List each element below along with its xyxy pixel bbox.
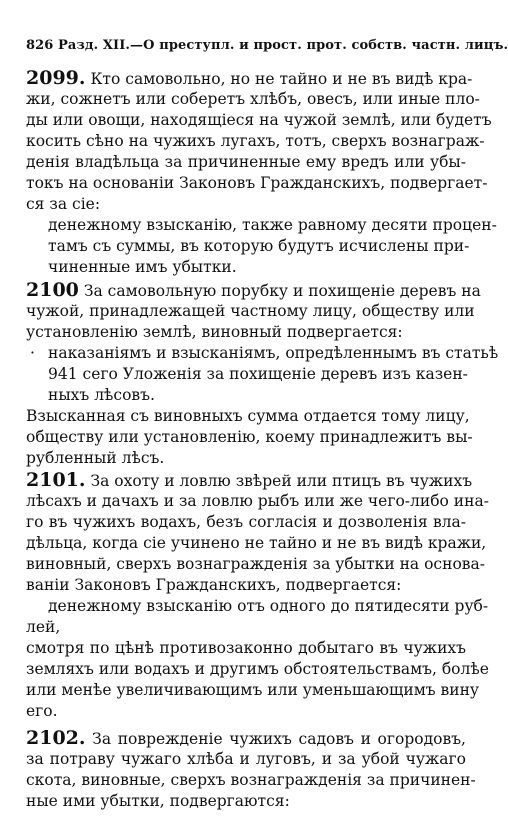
article-first-line [26,469,473,491]
text-line: установленію землѣ, виновный подвергается: [26,323,403,341]
article-number: 2102. [26,727,86,749]
penalty-line: лей, [26,618,61,636]
article-number: 2100 [26,279,79,301]
text-line: земляхъ или водахъ и другимъ обстоятельствамъ, болѣе [26,660,489,678]
text-line: Взысканная съ виновныхъ сумма отдается тому лицу, [26,407,470,425]
running-header: 826 Разд. XII.—О преступл. и прост. прот. собств. частн. лицъ. [26,38,508,53]
text-line: За охоту и ловлю звѣрей или птицъ въ чужихъ [90,472,473,490]
text-line: обществу или установленію, коему принадлежитъ вы- [26,428,473,446]
text-line: денія владѣльца за причиненные ему вредъ или убы- [26,153,466,171]
text-line: чужой, принадлежащей частному лицу, обществу или [26,302,475,320]
penalty-line: денежному взысканію отъ одного до пятидесяти руб- [48,597,489,615]
penalty-line: денежному взысканію, также равному десяти процен- [48,216,497,234]
text-line: ные ими убытки, подвергаются: [26,792,290,810]
penalty-line: ныхъ лѣсовъ. [48,386,155,404]
text-line: Кто самовольно, но не тайно и не въ видѣ кра- [90,70,473,88]
text-line: лѣсахъ и дачахъ и за ловлю рыбъ или же чего-либо ина- [26,492,489,510]
penalty-line: тамъ съ суммы, въ которую будутъ исчислены при- [48,237,470,255]
article-2101 [26,469,489,722]
text-line: косить сѣно на чужихъ лугахъ, тотъ, сверхъ вознаграж- [26,132,485,150]
text-line: дѣльца, когда сіе учинено не тайно и не въ видѣ кражи, [26,534,487,552]
article-first-line [26,67,473,89]
article-2099 [26,67,497,278]
article-number: 2101. [26,469,86,491]
article-first-line [26,728,466,749]
text-line: виновный, сверхъ вознагражденія за убытки на основа- [26,555,485,573]
text-line: жи, сожнетъ или соберетъ хлѣбъ, овесъ, или иные пло- [26,90,480,108]
text-line: за потраву чужаго хлѣба и луговъ, и за убой чужаго [26,750,466,768]
penalty-line: 941 сего Уложенія за похищеніе деревъ изъ казен- [48,365,468,383]
text-line: ды или овощи, находящіеся на чужой землѣ, или будетъ [26,111,492,129]
penalty-line [30,343,499,364]
text-line: смотря по цѣнѣ противозаконно добытаго въ чужихъ [26,639,466,657]
bullet-mark: · [30,344,35,362]
text-line: За поврежденіе чужихъ садовъ и огородовъ, [92,730,466,748]
text-line: ся за сіе: [26,195,101,213]
text-line: его. [26,702,58,720]
text-line: токъ на основаніи Законовъ Гражданскихъ, подвергает- [26,174,488,192]
text-line: ваніи Законовъ Гражданскихъ, подвергается: [26,576,402,594]
article-2100 [26,279,499,469]
text-line: скота, виновные, сверхъ вознагражденія за причинен- [26,771,476,789]
text-line: рубленный лѣсъ. [26,449,165,467]
text-line: За самовольную порубку и похищеніе деревъ на [83,282,481,300]
article-number: 2099. [26,67,86,89]
penalty-line: чиненные имъ убытки. [48,258,237,276]
article-first-line [26,279,481,301]
penalty-text: наказаніямъ и взысканіямъ, опредѣленнымъ въ статьѣ [48,344,499,362]
text-line: или менѣе увеличивающимъ или уменьшающимъ вину [26,681,480,699]
article-2102 [26,727,476,812]
text-line: го въ чужихъ водахъ, безъ согласія и дозволенія вла- [26,513,466,531]
